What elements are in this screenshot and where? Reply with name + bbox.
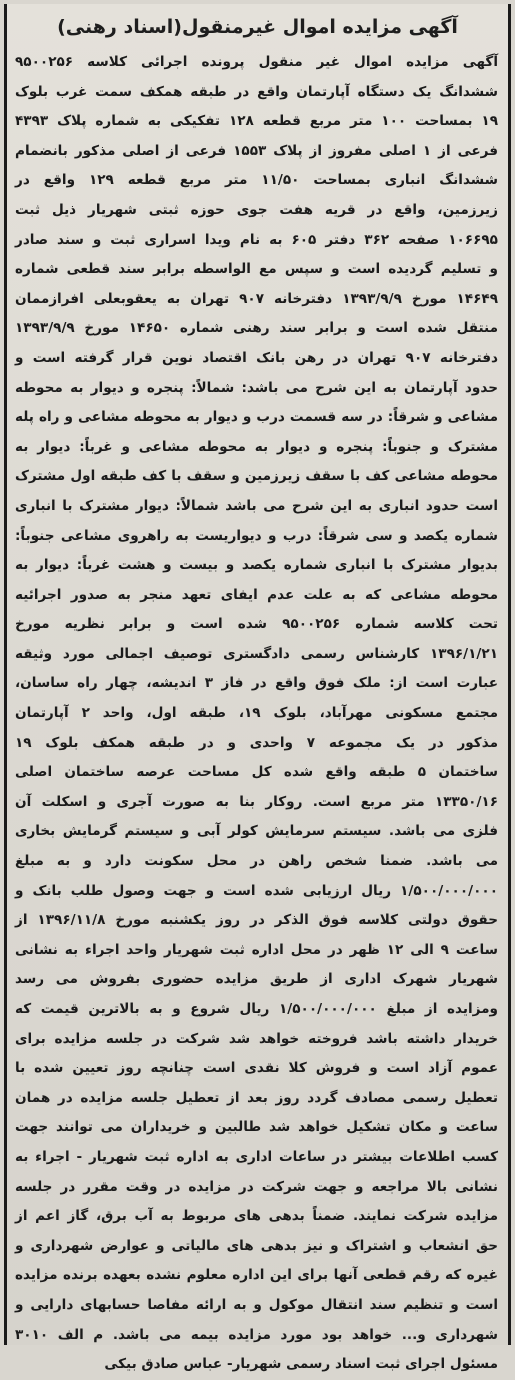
notice-line: خریدار داشته باشد فروخته خواهد شد شرکت در جلسه مزایده برای	[15, 1030, 498, 1047]
notice-line: مذکور در یک مجموعه ۷ واحدی و در طبقه همکف بلوک ۱۹	[15, 734, 498, 751]
notice-line: حقوق دولتی کلاسه فوق الذکر در روز یکشنبه مورخ ۱۳۹۶/۱۱/۸ از	[15, 912, 498, 929]
notice-line: دفترخانه ۹۰۷ تهران در رهن بانک اقتصاد نوین قرار گرفته است و	[15, 349, 498, 366]
notice-title: آگهی مزایده اموال غیرمنقول(اسناد رهنی)	[57, 16, 458, 38]
notice-line: منتقل شده است و برابر سند رهنی شماره ۱۴۶۵۰ مورخ ۱۳۹۳/۹/۹	[15, 320, 499, 337]
notice-line: عبارت است از: ملک فوق واقع در فاز ۳ اندیشه، چهار راه ساسان،	[15, 675, 498, 692]
notice-line: غیره که رقم قطعی آنها برای این اداره معلوم نشده بعهده برنده مزایده	[15, 1267, 498, 1284]
notice-line: ومزایده از مبلغ ۱/۵۰۰/۰۰۰/۰۰۰ ریال شروع و به بالاترین قیمت که	[15, 1001, 498, 1017]
notice-line: می باشد. ضمنا شخص راهن در محل سکونت دارد و به مبلغ	[15, 853, 498, 870]
notice-line: محوطه مشاعی کف با سقف زیرزمین و سقف با کف طبقه اول مشترک	[15, 468, 498, 485]
notice-line: مسئول اجرای ثبت اسناد رسمی شهریار- عباس صادق بیکی	[104, 1356, 498, 1373]
notice-line: کسب اطلاعات بیشتر در ساعات اداری به اداره ثبت شهریار - اجراء به	[15, 1148, 498, 1165]
notice-line: ۱۹ بمساحت ۱۰۰ متر مربع قطعه ۱۲۸ تفکیکی به شماره پلاک ۴۳۹۳	[15, 113, 498, 130]
notice-line: مزایده شرکت نمایند. ضمناً بدهی های مربوط به آب برق، گاز اعم از	[15, 1208, 498, 1225]
notice-line: حق انشعاب و اشتراک و نیز بدهی های مالیاتی و عوارض شهرداری و	[15, 1237, 498, 1254]
notice-line: شهریار شهرک اداری از طریق مزایده حضوری بفروش می رسد	[15, 971, 498, 988]
notice-line: تعطیل رسمی مصادف گردد روز بعد از تعطیل جلسه مزایده در همان	[15, 1089, 498, 1106]
notice-line: ۱/۵۰۰/۰۰۰/۰۰۰ ریال ارزیابی شده است و جهت وصول طلب بانک و	[15, 882, 498, 899]
notice-line: مجتمع مسکونی مهرآباد، بلوک ۱۹، طبقه اول، واحد ۲ آپارتمان	[15, 705, 498, 722]
notice-line: ۱۳۹۶/۱/۲۱ کارشناس رسمی دادگستری توصیف اجمالی مورد وثیقه	[15, 645, 498, 662]
notice-body	[7, 48, 508, 1380]
notice-line: زیرزمین، واقع در قریه هفت جوی حوزه ثبتی شهریار ذیل ثبت	[15, 201, 498, 218]
notice-line: ششدانگ انباری بمساحت ۱۱/۵۰ متر مربع قطعه ۱۲۹ واقع در	[15, 172, 498, 189]
notice-line: مشاعی و شرقاً: در سه قسمت درب و دیوار به محوطه مشاعی و راه پله	[15, 409, 498, 426]
notice-line: ۱۳۳۵۰/۱۶ متر مربع است. روکار بنا به صورت آجری و اسکلت آن	[15, 793, 498, 810]
notice-line: ۱۴۶۴۹ مورخ ۱۳۹۳/۹/۹ دفترخانه ۹۰۷ تهران به یعقوبعلی افرازممان	[15, 290, 498, 307]
notice-line: ششدانگ یک دستگاه آپارتمان واقع در طبقه همکف سمت غرب بلوک	[15, 83, 498, 100]
notice-line: نشانی بالا مراجعه و جهت شرکت در مزایده در وقت مقرر در جلسه	[15, 1178, 498, 1195]
notice-line: فلزی می باشد. سیستم سرمایش کولر آبی و سیستم گرمایش بخاری	[15, 823, 498, 840]
notice-line: حدود آپارتمان به این شرح می باشد: شمالاً: پنجره و دیوار به محوطه	[15, 379, 498, 396]
notice-line: محوطه مشاعی که به علت عدم ایفای تعهد منجر به صدور اجرائیه	[15, 586, 498, 603]
notice-line: شماره یکصد و سی شرقاً: درب و دیواریست به راهروی مشاعی جنوباً:	[15, 527, 498, 544]
notice-line: عموم آزاد است و فروش کلا نقدی است چنانچه روز تعیین شده با	[15, 1060, 498, 1077]
notice-line: بدیوار مشترک با انباری شماره یکصد و بیست و هشت غرباً: دیوار به	[15, 557, 498, 574]
notice-line: آگهی مزایده اموال غیر منقول پرونده اجرائی کلاسه ۹۵۰۰۲۵۶	[15, 54, 498, 70]
notice-line: فرعی از ۱ اصلی مفروز از پلاک ۱۵۵۳ فرعی از اصلی مذکور بانضمام	[15, 142, 498, 159]
notice-line: مشترک و جنوباً: پنجره و دیوار به محوطه مشاعی و غرباً: دیوار به	[15, 438, 498, 455]
notice-line: و تسلیم گردیده است و سپس مع الواسطه برابر سند قطعی شماره	[15, 261, 498, 278]
notice-line: ۱۰۶۶۹۵ صفحه ۳۶۲ دفتر ۶۰۵ به نام ویدا اسراری ثبت و سند صادر	[15, 231, 498, 248]
notice-line: است حدود انباری به این شرح می باشد شمالاً: دیوار مشترک با انباری	[15, 497, 498, 514]
notice-line: ساختمان ۵ طبقه واقع شده کل مساحت عرصه ساختمان اصلی	[15, 764, 498, 781]
notice-line: است و تنظیم سند انتقال موکول و به ارائه مفاصا حسابهای دارایی و	[15, 1296, 498, 1313]
notice-line: ساعت ۹ الی ۱۲ ظهر در محل اداره ثبت شهریار واحد اجراء به نشانی	[15, 941, 498, 958]
notice-line: شهرداری و... خواهد بود مورد مزایده بیمه می باشد. م الف ۳۰۱۰	[15, 1326, 498, 1343]
newspaper-notice-clipping	[4, 4, 511, 1373]
notice-line: ساعت و مکان تشکیل خواهد شد طالبین و خریداران می توانند جهت	[15, 1119, 498, 1136]
notice-line: تحت کلاسه شماره ۹۵۰۰۲۵۶ شده است و برابر نظریه مورخ	[15, 616, 498, 633]
